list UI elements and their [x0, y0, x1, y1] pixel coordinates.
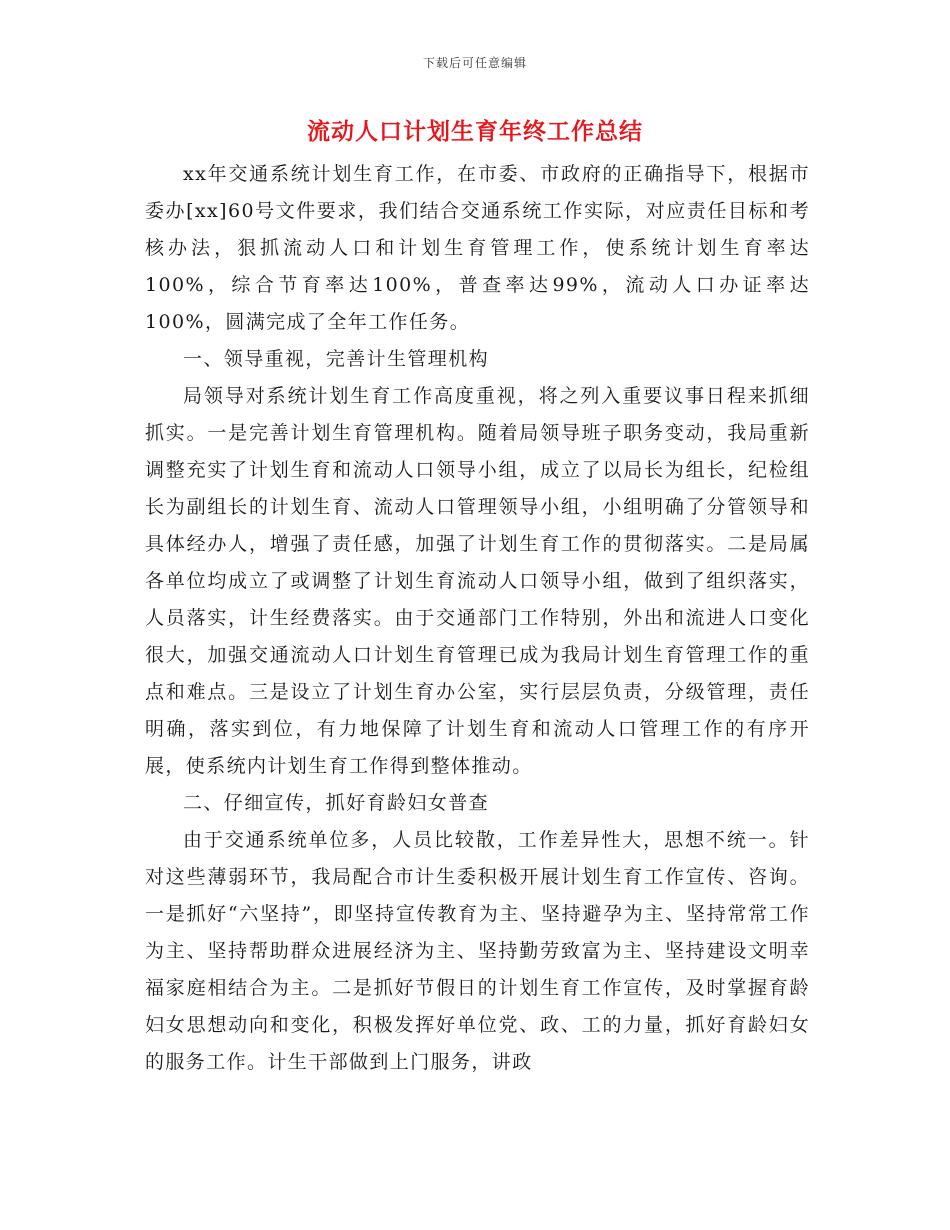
section-heading-2: 二、仔细宣传，抓好育龄妇女普查 [183, 792, 490, 814]
document-body [145, 156, 810, 1081]
paragraph-section-1: 局领导对系统计划生育工作高度重视，将之列入重要议事日程来抓细抓实。一是完善计划生育管理机构。随着局领导班子职务变动，我局重新调整充实了计划生育和流动人口领导小组，成立了以局长为组长，纪检组长为副组长的计划生育、流动人口管理领导小组，小组明确了分管领导和具体经办人，增强了责任感，加强了计划生育工作的贯彻落实。二是局属各单位均成立了或调整了计划生育流动人口领导小组，做到了组织落实，人员落实，计生经费落实。由于交通部门工作特别，外出和流进人口变化很大，加强交通流动人口计划生育管理已成为我局计划生育管理工作的重点和难点。三是设立了计划生育办公室，实行层层负责，分级管理，责任明确，落实到位，有力地保障了计划生育和流动人口管理工作的有序开展，使系统内计划生育工作得到整体推动。 [145, 385, 810, 777]
section-heading-1: 一、领导重视，完善计生管理机构 [183, 348, 490, 370]
page-header-note: 下载后可任意编辑 [422, 56, 527, 70]
paragraph-section-2: 由于交通系统单位多，人员比较散，工作差异性大，思想不统一。针对这些薄弱环节，我局配合市计生委积极开展计划生育工作宣传、咨询。一是抓好“六坚持”，即坚持宣传教育为主、坚持避孕为主、坚持常常工作为主、坚持帮助群众进展经济为主、坚持勤劳致富为主、坚持建设文明幸福家庭相结合为主。二是抓好节假日的计划生育工作宣传，及时掌握育龄妇女思想动向和变化，积极发挥好单位党、政、工的力量，抓好育龄妇女的服务工作。计生干部做到上门服务，讲政 [145, 829, 810, 1073]
document-title: 流动人口计划生育年终工作总结 [307, 119, 643, 145]
paragraph-intro: xx年交通系统计划生育工作，在市委、市政府的正确指导下，根据市委办[xx]60号文件要求，我们结合交通系统工作实际，对应责任目标和考核办法，狠抓流动人口和计划生育管理工作，使系统计划生育率达100%，综合节育率达100%，普查率达99%，流动人口办证率达100%，圆满完成了全年工作任务。 [145, 163, 810, 333]
